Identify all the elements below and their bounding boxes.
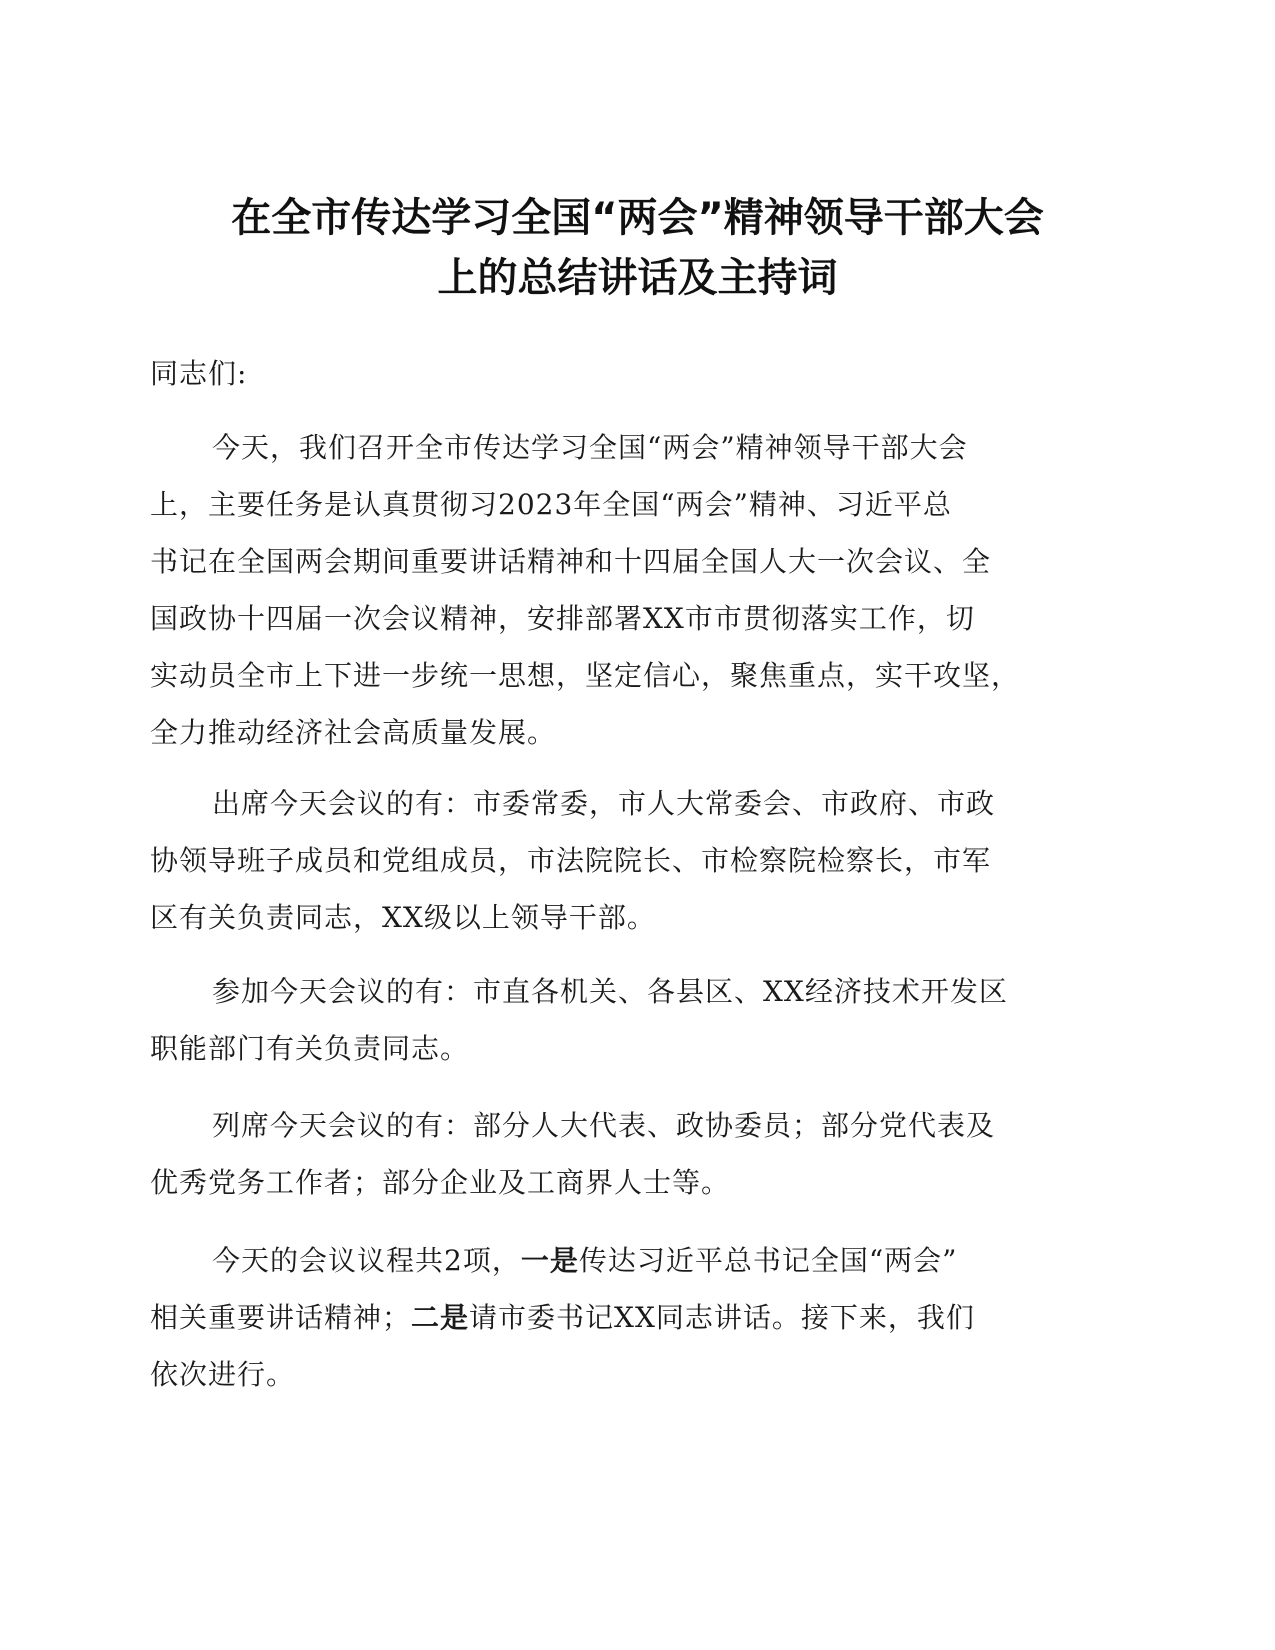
paragraph-line: 书记在全国两会期间重要讲话精神和十四届全国人大一次会议、全 bbox=[150, 545, 992, 578]
agenda-line-2 bbox=[150, 1289, 1110, 1346]
agenda-line-3: 依次进行。 bbox=[150, 1358, 296, 1391]
paragraph-purpose bbox=[150, 419, 1110, 761]
paragraph-line: 协领导班子成员和党组成员，市法院院长、市检察院检察长，市军 bbox=[150, 844, 992, 877]
document-title bbox=[120, 188, 1155, 308]
paragraph-line: 全力推动经济社会高质量发展。 bbox=[150, 716, 557, 749]
paragraph-line: 上，主要任务是认真贯彻习2023年全国“两会”精神、习近平总 bbox=[150, 488, 952, 521]
paragraph-observers bbox=[150, 1097, 1110, 1211]
paragraph-line: 今天，我们召开全市传达学习全国“两会”精神领导干部大会 bbox=[212, 431, 968, 464]
paragraph-line: 列席今天会议的有：部分人大代表、政协委员；部分党代表及 bbox=[212, 1109, 996, 1142]
agenda-text: 传达习近平总书记全国“两会” bbox=[578, 1244, 958, 1277]
agenda-item-1-label: 一是 bbox=[520, 1244, 579, 1277]
paragraph-line: 实动员全市上下进一步统一思想，坚定信心，聚焦重点，实干攻坚， bbox=[150, 659, 1021, 692]
paragraph-line: 参加今天会议的有：市直各机关、各县区、XX经济技术开发区 bbox=[212, 975, 1008, 1008]
salutation bbox=[150, 345, 1110, 402]
title-line-1: 在全市传达学习全国“两会”精神领导干部大会 bbox=[231, 195, 1044, 241]
paragraph-participants bbox=[150, 963, 1110, 1077]
agenda-text: 今天的会议议程共2项， bbox=[212, 1244, 521, 1277]
title-line-2: 上的总结讲话及主持词 bbox=[437, 255, 838, 301]
paragraph-line: 优秀党务工作者；部分企业及工商界人士等。 bbox=[150, 1166, 731, 1199]
salutation-text: 同志们: bbox=[150, 357, 248, 390]
paragraph-line: 国政协十四届一次会议精神，安排部署XX市市贯彻落实工作，切 bbox=[150, 602, 975, 635]
paragraph-line: 职能部门有关负责同志。 bbox=[150, 1032, 470, 1065]
agenda-text: 请市委书记XX同志讲话。接下来，我们 bbox=[469, 1301, 975, 1334]
agenda-item-2-label: 二是 bbox=[411, 1301, 470, 1334]
paragraph-line: 区有关负责同志，XX级以上领导干部。 bbox=[150, 901, 656, 934]
paragraph-line: 出席今天会议的有：市委常委，市人大常委会、市政府、市政 bbox=[212, 787, 996, 820]
agenda-text: 相关重要讲话精神； bbox=[150, 1301, 412, 1334]
paragraph-attendees bbox=[150, 775, 1110, 946]
agenda-line-1 bbox=[150, 1232, 1110, 1289]
paragraph-agenda bbox=[150, 1232, 1110, 1403]
